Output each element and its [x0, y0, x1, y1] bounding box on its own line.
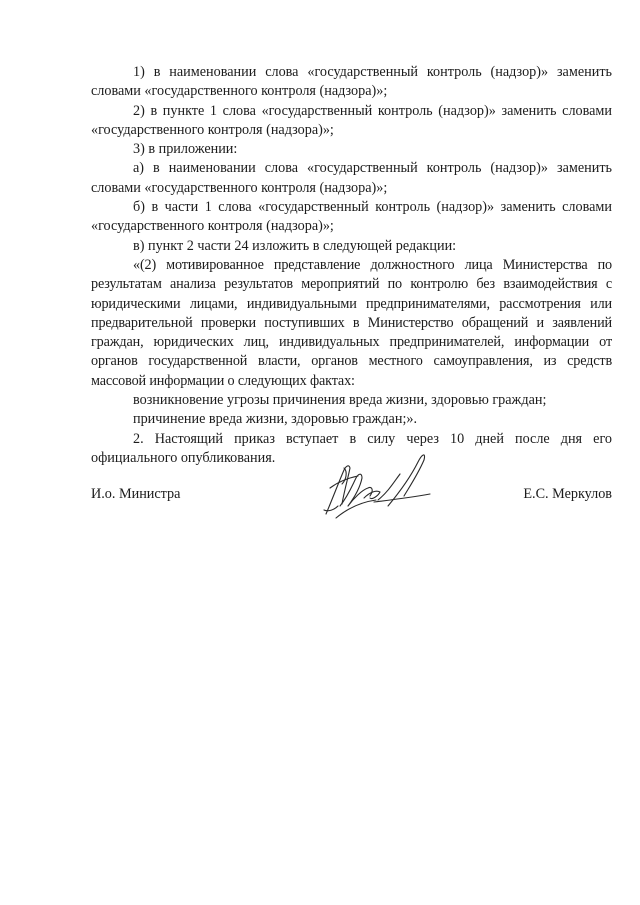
quoted-amendment: «(2) мотивированное представление должностного лица Министерства по результатам анализа результатов мероприятий по контролю без взаимодействия с юридическими лицами, индивидуальными предпринимателями, рассмотрения или предварительной проверки поступивших в Министерство обращений и заявлений граждан, юридических лиц, индивидуальных предпринимателей, информации от органов государственной власти, органов местного самоуправления, из средств массовой информации о следующих фактах: [91, 256, 612, 389]
signatory-name: Е.С. Меркулов [523, 486, 612, 502]
fact-item-1: возникновение угрозы причинения вреда жизни, здоровью граждан; [133, 392, 547, 409]
paragraph-1: 1) в наименовании слова «государственный контроль (надзор)» заменить словами «государственного контроля (надзора)»; [91, 64, 612, 100]
paragraph-effective-date: 2. Настоящий приказ вступает в силу через 10 дней после дня его официального опубликования. [91, 430, 612, 466]
paragraph-3: 3) в приложении: [133, 141, 238, 158]
paragraph-2: 2) в пункте 1 слова «государственный контроль (надзор)» заменить словами «государственного контроля (надзора)»; [91, 102, 612, 138]
paragraph-3b: б) в части 1 слова «государственный контроль (надзор)» заменить словами «государственного контроля (надзора)»; [91, 199, 612, 235]
fact-item-2: причинение вреда жизни, здоровью граждан;». [133, 411, 418, 428]
paragraph-3a: а) в наименовании слова «государственный контроль (надзор)» заменить словами «государственного контроля (надзора)»; [91, 160, 612, 196]
handwritten-signature [318, 448, 440, 522]
paragraph-3c: в) пункт 2 части 24 изложить в следующей редакции: [133, 237, 457, 254]
signatory-role: И.о. Министра [91, 486, 181, 502]
document-body [91, 63, 612, 468]
